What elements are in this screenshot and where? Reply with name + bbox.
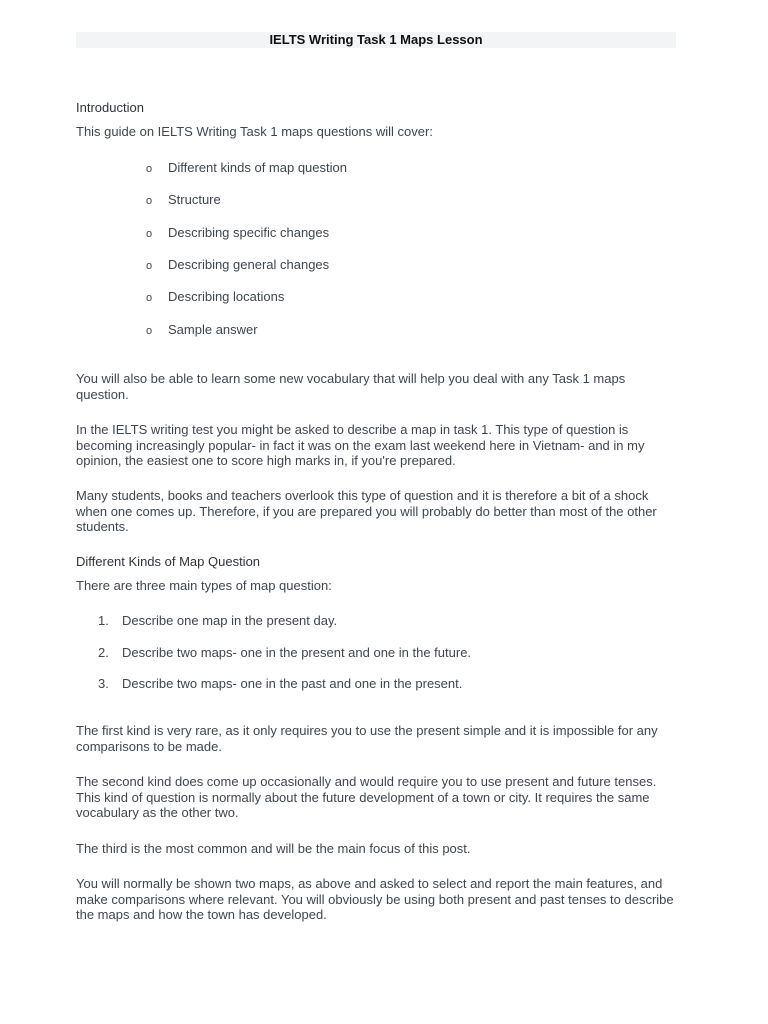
page-title: IELTS Writing Task 1 Maps Lesson xyxy=(269,32,483,47)
kinds-lead: There are three main types of map question: xyxy=(76,578,332,593)
bullet-marker: o xyxy=(146,163,153,175)
list-item xyxy=(98,676,462,692)
list-item xyxy=(146,257,329,274)
kinds-heading: Different Kinds of Map Question xyxy=(76,554,261,569)
paragraph-vocab: You will also be able to learn some new vocabulary that will help you deal with any Task 1 maps question. xyxy=(76,371,626,402)
list-item-text: Sample answer xyxy=(168,322,258,337)
list-item-text: Describing specific changes xyxy=(168,225,330,240)
list-item-text: Describe two maps- one in the past and one in the present. xyxy=(122,676,463,691)
paragraph-test: In the IELTS writing test you might be asked to describe a map in task 1. This type of question is becoming increasingly popular- in fact it was on the exam last weekend here in Vietnam- and in my opinion, the easiest one to score high marks in, if you're prepared. xyxy=(76,422,645,468)
list-item xyxy=(146,160,347,177)
list-item xyxy=(146,322,258,339)
list-item xyxy=(146,192,221,209)
list-number: 3. xyxy=(98,676,109,691)
list-item-text: Structure xyxy=(168,192,221,207)
paragraph-first: The first kind is very rare, as it only requires you to use the present simple and it is impossible for any comparisons to be made. xyxy=(76,723,658,754)
bullet-marker: o xyxy=(146,228,153,240)
bullet-marker: o xyxy=(146,195,153,207)
list-item-text: Describe two maps- one in the present and one in the future. xyxy=(122,645,472,660)
list-number: 2. xyxy=(98,645,109,660)
list-item-text: Describe one map in the present day. xyxy=(122,613,338,628)
paragraph-second: The second kind does come up occasionally and would require you to use present and future tenses. This kind of question is normally about the future development of a town or city. It requires the same vocabulary as the other two. xyxy=(76,774,657,820)
list-item xyxy=(146,225,329,242)
list-number: 1. xyxy=(98,613,109,628)
list-item-text: Different kinds of map question xyxy=(168,160,347,175)
list-item xyxy=(146,289,284,306)
paragraph-third: The third is the most common and will be the main focus of this post. xyxy=(76,841,471,856)
paragraph-students: Many students, books and teachers overlook this type of question and it is therefore a bit of a shock when one comes up. Therefore, if you are prepared you will probably do better than most of the other students. xyxy=(76,488,657,534)
list-item xyxy=(98,613,337,629)
list-item xyxy=(98,645,471,661)
bullet-marker: o xyxy=(146,292,153,304)
bullet-marker: o xyxy=(146,260,153,272)
list-item-text: Describing general changes xyxy=(168,257,330,272)
intro-heading: Introduction xyxy=(76,100,144,115)
bullet-marker: o xyxy=(146,325,153,337)
list-item-text: Describing locations xyxy=(168,289,285,304)
paragraph-shown: You will normally be shown two maps, as above and asked to select and report the main features, and make comparisons where relevant. You will obviously be using both present and past tenses to describe the maps and how the town has developed. xyxy=(76,876,674,922)
intro-lead: This guide on IELTS Writing Task 1 maps questions will cover: xyxy=(76,124,433,139)
